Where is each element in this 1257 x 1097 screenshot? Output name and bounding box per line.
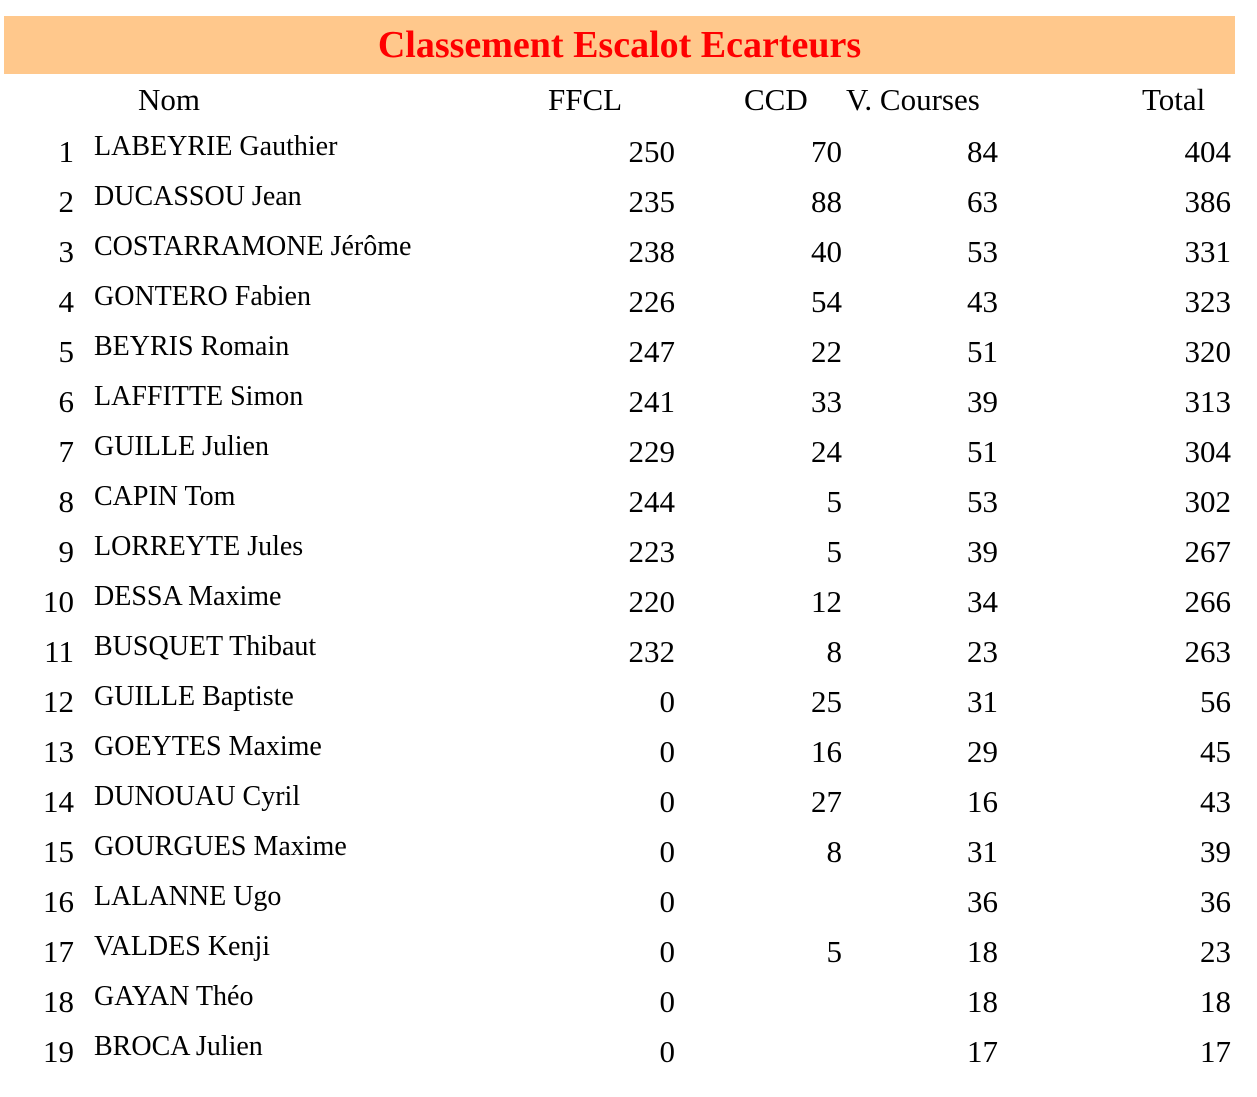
name-cell: DESSA Maxime [94, 581, 282, 612]
name-cell: GONTERO Fabien [94, 281, 311, 312]
total-cell: 39 [1200, 834, 1231, 869]
ccd-cell: 27 [811, 784, 842, 819]
name-cell: GUILLE Julien [94, 431, 269, 462]
ffcl-cell: 247 [628, 334, 675, 369]
ccd-cell: 8 [826, 834, 842, 869]
name-cell: DUCASSOU Jean [94, 181, 302, 212]
v-courses-cell: 51 [967, 434, 998, 469]
name-cell: BEYRIS Romain [94, 331, 290, 362]
table-row [0, 676, 1257, 726]
name-cell: VALDES Kenji [94, 931, 271, 962]
table-row [0, 376, 1257, 426]
v-courses-cell: 36 [967, 884, 998, 919]
table-row [0, 426, 1257, 476]
total-cell: 36 [1200, 884, 1231, 919]
ffcl-cell: 0 [659, 984, 675, 1019]
total-cell: 266 [1184, 584, 1231, 619]
ffcl-cell: 244 [628, 484, 675, 519]
v-courses-cell: 31 [967, 684, 998, 719]
table-row [0, 526, 1257, 576]
rank-cell: 4 [58, 284, 74, 319]
table-row [0, 1026, 1257, 1076]
ccd-cell: 40 [811, 234, 842, 269]
ccd-cell: 24 [811, 434, 842, 469]
ccd-cell: 54 [811, 284, 842, 319]
name-cell: BROCA Julien [94, 1031, 263, 1062]
table-row [0, 326, 1257, 376]
rank-cell: 9 [58, 534, 74, 569]
v-courses-cell: 39 [967, 384, 998, 419]
column-header-ffcl: FFCL [548, 82, 623, 117]
total-cell: 23 [1200, 934, 1231, 969]
v-courses-cell: 84 [967, 134, 998, 169]
v-courses-cell: 63 [967, 184, 998, 219]
rank-cell: 12 [43, 684, 74, 719]
name-cell: LAFFITTE Simon [94, 381, 304, 412]
ccd-cell: 12 [811, 584, 842, 619]
ffcl-cell: 0 [659, 834, 675, 869]
table-row [0, 176, 1257, 226]
rank-cell: 17 [43, 934, 74, 969]
v-courses-cell: 17 [967, 1034, 998, 1069]
v-courses-cell: 29 [967, 734, 998, 769]
ffcl-cell: 235 [628, 184, 675, 219]
v-courses-cell: 39 [967, 534, 998, 569]
ccd-cell: 8 [826, 634, 842, 669]
ffcl-cell: 229 [628, 434, 675, 469]
ccd-cell: 5 [826, 534, 842, 569]
rank-cell: 10 [43, 584, 74, 619]
rank-cell: 7 [58, 434, 74, 469]
total-cell: 323 [1184, 284, 1231, 319]
ccd-cell: 33 [811, 384, 842, 419]
rank-cell: 13 [43, 734, 74, 769]
total-cell: 45 [1200, 734, 1231, 769]
ccd-cell: 5 [826, 934, 842, 969]
ffcl-cell: 226 [628, 284, 675, 319]
rank-cell: 16 [43, 884, 74, 919]
ccd-cell: 25 [811, 684, 842, 719]
table-row [0, 126, 1257, 176]
table-row [0, 776, 1257, 826]
total-cell: 331 [1184, 234, 1231, 269]
rank-cell: 1 [58, 134, 74, 169]
rank-cell: 19 [43, 1034, 74, 1069]
v-courses-cell: 43 [967, 284, 998, 319]
total-cell: 386 [1184, 184, 1231, 219]
ffcl-cell: 0 [659, 1034, 675, 1069]
name-cell: COSTARRAMONE Jérôme [94, 231, 412, 262]
column-header-v-courses: V. Courses [846, 82, 980, 117]
name-cell: GOURGUES Maxime [94, 831, 347, 862]
table-row [0, 226, 1257, 276]
rank-cell: 18 [43, 984, 74, 1019]
ffcl-cell: 250 [628, 134, 675, 169]
name-cell: GOEYTES Maxime [94, 731, 322, 762]
table-row [0, 476, 1257, 526]
table-row [0, 926, 1257, 976]
total-cell: 313 [1184, 384, 1231, 419]
rank-cell: 5 [58, 334, 74, 369]
name-cell: LALANNE Ugo [94, 881, 282, 912]
ffcl-cell: 0 [659, 684, 675, 719]
table-row [0, 626, 1257, 676]
ccd-cell: 5 [826, 484, 842, 519]
table-row [0, 576, 1257, 626]
total-cell: 43 [1200, 784, 1231, 819]
v-courses-cell: 51 [967, 334, 998, 369]
name-cell: BUSQUET Thibaut [94, 631, 317, 662]
ffcl-cell: 220 [628, 584, 675, 619]
name-cell: CAPIN Tom [94, 481, 236, 512]
v-courses-cell: 18 [967, 934, 998, 969]
name-cell: GUILLE Baptiste [94, 681, 294, 712]
table-row [0, 726, 1257, 776]
ffcl-cell: 0 [659, 884, 675, 919]
v-courses-cell: 34 [967, 584, 998, 619]
ccd-cell: 88 [811, 184, 842, 219]
v-courses-cell: 53 [967, 234, 998, 269]
total-cell: 18 [1200, 984, 1231, 1019]
rank-cell: 2 [58, 184, 74, 219]
ffcl-cell: 223 [628, 534, 675, 569]
title-band [4, 16, 1235, 74]
rank-cell: 3 [58, 234, 74, 269]
ffcl-cell: 241 [628, 384, 675, 419]
v-courses-cell: 31 [967, 834, 998, 869]
table-row [0, 826, 1257, 876]
rank-cell: 15 [43, 834, 74, 869]
ccd-cell: 16 [811, 734, 842, 769]
column-header-ccd: CCD [744, 82, 808, 117]
v-courses-cell: 53 [967, 484, 998, 519]
ranking-table [0, 126, 1257, 1076]
rank-cell: 6 [58, 384, 74, 419]
ccd-cell: 22 [811, 334, 842, 369]
table-header [0, 80, 1257, 120]
v-courses-cell: 23 [967, 634, 998, 669]
total-cell: 263 [1184, 634, 1231, 669]
table-row [0, 976, 1257, 1026]
v-courses-cell: 18 [967, 984, 998, 1019]
ffcl-cell: 0 [659, 934, 675, 969]
name-cell: LABEYRIE Gauthier [94, 131, 338, 162]
rank-cell: 14 [43, 784, 74, 819]
name-cell: LORREYTE Jules [94, 531, 304, 562]
total-cell: 404 [1184, 134, 1231, 169]
name-cell: DUNOUAU Cyril [94, 781, 301, 812]
total-cell: 17 [1200, 1034, 1231, 1069]
total-cell: 320 [1184, 334, 1231, 369]
name-cell: GAYAN Théo [94, 981, 254, 1012]
column-header-total: Total [1142, 82, 1206, 117]
v-courses-cell: 16 [967, 784, 998, 819]
ccd-cell: 70 [811, 134, 842, 169]
ffcl-cell: 232 [628, 634, 675, 669]
total-cell: 56 [1200, 684, 1231, 719]
table-row [0, 276, 1257, 326]
rank-cell: 8 [58, 484, 74, 519]
ffcl-cell: 0 [659, 784, 675, 819]
rank-cell: 11 [44, 634, 74, 669]
total-cell: 304 [1184, 434, 1231, 469]
ffcl-cell: 238 [628, 234, 675, 269]
column-header-nom: Nom [138, 82, 200, 117]
table-row [0, 876, 1257, 926]
total-cell: 302 [1184, 484, 1231, 519]
ffcl-cell: 0 [659, 734, 675, 769]
total-cell: 267 [1184, 534, 1231, 569]
page-title: Classement Escalot Ecarteurs [377, 24, 862, 66]
